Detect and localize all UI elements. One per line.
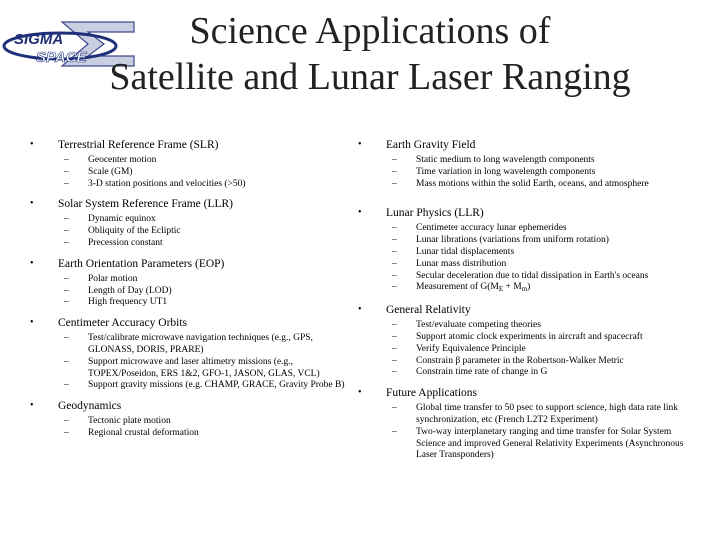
bullet-heading (30, 138, 360, 152)
sub-item-text: Test/calibrate microwave navigation techniques (e.g., GPS, GLONASS, DORIS, PRARE) (88, 333, 313, 355)
bullet-marker: • (30, 198, 34, 210)
bullet-marker: • (30, 400, 34, 412)
bullet-item (358, 303, 698, 379)
slide-title-line-1: Science Applications of (189, 10, 551, 52)
bullet-item (30, 197, 360, 249)
dash-marker: – (392, 426, 397, 437)
bullet-marker: • (358, 387, 362, 399)
bullet-heading (358, 303, 698, 317)
bullet-heading (30, 316, 360, 330)
dash-marker: – (392, 403, 397, 414)
sub-item (30, 286, 360, 298)
sub-item (358, 320, 698, 332)
bullet-item (358, 386, 698, 462)
bullet-label: Earth Gravity Field (386, 139, 476, 151)
sub-item (358, 223, 698, 235)
dash-marker: – (64, 297, 69, 308)
formula-prefix: Measurement of G(M (416, 282, 499, 293)
dash-marker: – (392, 155, 397, 165)
sub-item-text: Centimeter accuracy lunar ephemerides (416, 223, 567, 234)
bullet-heading (30, 257, 360, 271)
dash-marker: – (392, 343, 397, 354)
sub-item (30, 155, 360, 167)
sub-item-text: Lunar librations (variations from uniform rotation) (416, 235, 609, 246)
dash-marker: – (392, 178, 397, 189)
formula-suffix: ) (527, 282, 531, 293)
sub-item (358, 356, 698, 368)
dash-marker: – (64, 416, 69, 427)
sub-item-text: Time variation in long wavelength components (416, 166, 596, 177)
sub-list (30, 155, 360, 190)
sub-item-text: Test/evaluate competing theories (416, 320, 541, 331)
sub-item-text: Two-way interplanetary ranging and time transfer for Solar System Science and improved General Relativity Experiments (Asynchronous Laser Transponders) (416, 426, 684, 461)
dash-marker: – (392, 235, 397, 246)
dash-marker: – (64, 155, 69, 165)
dash-marker: – (64, 333, 69, 344)
right-column (358, 138, 698, 462)
sub-item (358, 259, 698, 271)
sub-item-text: Secular deceleration due to tidal dissipation in Earth's oceans (416, 270, 649, 281)
sub-item-text: Polar motion (88, 273, 138, 284)
sub-item (358, 427, 698, 462)
dash-marker: – (64, 380, 69, 391)
bullet-heading (30, 197, 360, 211)
sub-list (30, 274, 360, 309)
logo-text-sigma: SIGMA (14, 31, 64, 48)
bullet-marker: • (358, 304, 362, 316)
bullet-label: Future Applications (386, 387, 478, 400)
sub-item-text: Regional crustal deformation (88, 427, 199, 438)
dash-marker: – (64, 427, 69, 438)
dash-marker: – (392, 223, 397, 234)
sub-list (358, 223, 698, 296)
bullet-marker: • (358, 139, 362, 150)
sub-item-text: Constrain time rate of change in G (416, 367, 548, 378)
dash-marker: – (64, 237, 69, 248)
sub-item (30, 428, 360, 440)
sub-item (358, 367, 698, 379)
sub-item (358, 344, 698, 356)
sub-list (358, 155, 698, 190)
sub-item (30, 274, 360, 286)
sub-item-text: Support microwave and laser altimetry missions (e.g., TOPEX/Poseidon, ERS 1&2, GFO-1, JASON, GLAS, VCL) (88, 356, 320, 379)
dash-marker: – (392, 355, 397, 366)
sub-list (30, 333, 360, 392)
dash-marker: – (64, 356, 69, 367)
bullet-heading (358, 206, 698, 220)
bullet-marker: • (30, 139, 34, 150)
bullet-label: General Relativity (386, 304, 471, 317)
formula-mid: + M (503, 282, 522, 293)
sub-item-text (416, 282, 530, 292)
sub-item (358, 332, 698, 344)
sub-item-text: Precession constant (88, 237, 163, 248)
formula-subscript-m: m (521, 285, 528, 294)
bullet-item (30, 316, 360, 392)
sub-list (358, 403, 698, 462)
bullet-item (30, 399, 360, 440)
dash-marker: – (64, 166, 69, 177)
bullet-marker: • (358, 207, 362, 219)
sub-item (30, 297, 360, 309)
bullet-heading (358, 386, 698, 400)
sub-item (30, 214, 360, 226)
sub-item-text: Constrain β parameter in the Robertson-Walker Metric (416, 355, 624, 366)
sub-item (358, 403, 698, 427)
bullet-marker: • (30, 257, 34, 269)
sub-item (30, 167, 360, 179)
sub-item-text: Tectonic plate motion (88, 416, 171, 427)
sub-item (30, 333, 360, 357)
sub-item (30, 357, 360, 381)
bullet-label: Earth Orientation Parameters (EOP) (58, 257, 225, 270)
formula-subscript-e: E (498, 285, 504, 294)
sub-item-text: Global time transfer to 50 psec to support science, high data rate link synchronization, etc (French L2T2 Experiment) (416, 403, 678, 425)
sub-item (30, 226, 360, 238)
dash-marker: – (392, 258, 397, 269)
sub-item (30, 179, 360, 191)
sub-item-text: Length of Day (LOD) (88, 285, 172, 296)
sub-item-text: 3-D station positions and velocities (>50) (88, 178, 246, 189)
bullet-label: Solar System Reference Frame (LLR) (58, 198, 233, 211)
sub-item (358, 247, 698, 259)
dash-marker: – (392, 270, 397, 281)
bullet-label: Centimeter Accuracy Orbits (58, 317, 188, 330)
bullet-item (358, 138, 698, 190)
sub-item-text: High frequency UT1 (88, 297, 168, 308)
left-column (30, 138, 360, 440)
dash-marker: – (64, 226, 69, 237)
sub-item (358, 155, 698, 167)
bullet-heading (30, 399, 360, 413)
sub-item-text: Dynamic equinox (88, 214, 156, 225)
dash-marker: – (64, 285, 69, 296)
sub-item (358, 235, 698, 247)
sub-item (358, 282, 698, 296)
dash-marker: – (392, 320, 397, 331)
sub-item-text: Support gravity missions (e.g. CHAMP, GRACE, Gravity Probe B) (88, 380, 345, 391)
dash-marker: – (392, 331, 397, 342)
dash-marker: – (392, 246, 397, 257)
sub-item-text: Scale (GM) (88, 166, 133, 177)
sub-item (30, 416, 360, 428)
sub-list (30, 214, 360, 249)
sub-item-text: Lunar tidal displacements (416, 246, 515, 257)
sub-item-text: Mass motions within the solid Earth, oceans, and atmosphere (416, 178, 649, 189)
bullet-label: Geodynamics (58, 400, 122, 413)
dash-marker: – (64, 178, 69, 189)
bullet-item (30, 257, 360, 309)
sub-item-text: Lunar mass distribution (416, 258, 507, 269)
sub-item (30, 238, 360, 250)
bullet-item (30, 138, 360, 190)
sub-item-text: Verify Equivalence Principle (416, 343, 526, 354)
bullet-item (358, 206, 698, 296)
logo-text-space: SPACE (36, 49, 87, 66)
sub-item (358, 271, 698, 283)
bullet-label: Terrestrial Reference Frame (SLR) (58, 139, 219, 151)
sub-item-text: Static medium to long wavelength components (416, 155, 595, 165)
sub-item-text: Geocenter motion (88, 155, 157, 165)
sub-list (30, 416, 360, 440)
sub-item (30, 380, 360, 392)
dash-marker: – (64, 214, 69, 225)
sub-item (358, 179, 698, 191)
sub-item-text: Support atomic clock experiments in aircraft and spacecraft (416, 331, 643, 342)
dash-marker: – (392, 282, 397, 293)
bullet-marker: • (30, 317, 34, 329)
sub-item (358, 167, 698, 179)
bullet-heading (358, 138, 698, 152)
sub-list (358, 320, 698, 379)
dash-marker: – (64, 273, 69, 284)
dash-marker: – (392, 367, 397, 378)
sub-item-text: Obliquity of the Ecliptic (88, 226, 181, 237)
slide-title-line-2: Satellite and Lunar Laser Ranging (109, 56, 631, 98)
dash-marker: – (392, 166, 397, 177)
bullet-label: Lunar Physics (LLR) (386, 207, 484, 220)
